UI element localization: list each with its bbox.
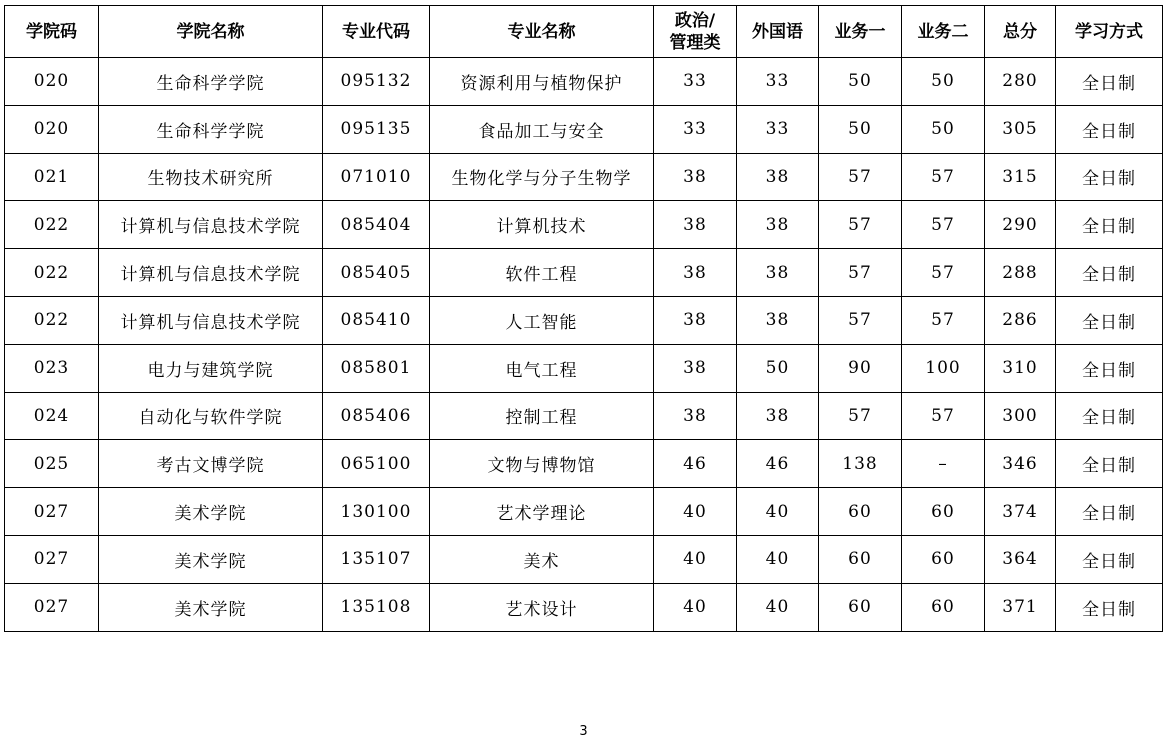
foreign-language-score-cell: 33 (737, 58, 819, 106)
header-college-code: 学院码 (5, 6, 99, 58)
table-row (5, 440, 1163, 488)
major-name-cell: 软件工程 (430, 249, 654, 297)
study-mode-cell: 全日制 (1056, 535, 1163, 583)
foreign-language-score-cell: 40 (737, 488, 819, 536)
subject-one-score-cell: 60 (819, 583, 902, 631)
college-name-cell: 美术学院 (99, 488, 323, 536)
header-major-name: 专业名称 (430, 6, 654, 58)
foreign-language-score-cell: 46 (737, 440, 819, 488)
politics-score-cell: 33 (654, 58, 737, 106)
politics-score-cell: 40 (654, 535, 737, 583)
college-name-cell: 电力与建筑学院 (99, 344, 323, 392)
college-name-cell: 生命科学学院 (99, 58, 323, 106)
table-row (5, 296, 1163, 344)
college-code-cell: 020 (5, 58, 99, 106)
subject-one-score-cell: 57 (819, 249, 902, 297)
subject-one-score-cell: 60 (819, 535, 902, 583)
major-code-cell: 065100 (323, 440, 430, 488)
college-code-cell: 022 (5, 296, 99, 344)
politics-score-cell: 38 (654, 296, 737, 344)
major-name-cell: 控制工程 (430, 392, 654, 440)
major-code-cell: 135108 (323, 583, 430, 631)
header-study-mode: 学习方式 (1056, 6, 1163, 58)
foreign-language-score-cell: 38 (737, 249, 819, 297)
study-mode-cell: 全日制 (1056, 201, 1163, 249)
major-code-cell: 085406 (323, 392, 430, 440)
table-row (5, 201, 1163, 249)
college-code-cell: 027 (5, 583, 99, 631)
college-code-cell: 022 (5, 249, 99, 297)
header-subject-two: 业务二 (902, 6, 985, 58)
study-mode-cell: 全日制 (1056, 105, 1163, 153)
major-code-cell: 085410 (323, 296, 430, 344)
major-name-cell: 计算机技术 (430, 201, 654, 249)
subject-two-score-cell: 100 (902, 344, 985, 392)
college-code-cell: 023 (5, 344, 99, 392)
total-score-cell: 374 (985, 488, 1056, 536)
foreign-language-score-cell: 33 (737, 105, 819, 153)
college-name-cell: 美术学院 (99, 535, 323, 583)
major-code-cell: 095132 (323, 58, 430, 106)
subject-two-score-cell: – (902, 440, 985, 488)
subject-two-score-cell: 57 (902, 392, 985, 440)
total-score-cell: 288 (985, 249, 1056, 297)
subject-two-score-cell: 60 (902, 488, 985, 536)
table-row (5, 488, 1163, 536)
subject-one-score-cell: 90 (819, 344, 902, 392)
college-code-cell: 027 (5, 535, 99, 583)
subject-one-score-cell: 57 (819, 296, 902, 344)
politics-score-cell: 38 (654, 392, 737, 440)
major-name-cell: 艺术学理论 (430, 488, 654, 536)
foreign-language-score-cell: 40 (737, 583, 819, 631)
politics-score-cell: 38 (654, 344, 737, 392)
score-table (4, 5, 1163, 632)
college-code-cell: 027 (5, 488, 99, 536)
major-code-cell: 135107 (323, 535, 430, 583)
politics-score-cell: 33 (654, 105, 737, 153)
politics-score-cell: 40 (654, 488, 737, 536)
major-code-cell: 085801 (323, 344, 430, 392)
college-name-cell: 考古文博学院 (99, 440, 323, 488)
study-mode-cell: 全日制 (1056, 296, 1163, 344)
header-foreign-language: 外国语 (737, 6, 819, 58)
politics-score-cell: 40 (654, 583, 737, 631)
college-name-cell: 生命科学学院 (99, 105, 323, 153)
major-name-cell: 美术 (430, 535, 654, 583)
header-major-code: 专业代码 (323, 6, 430, 58)
total-score-cell: 310 (985, 344, 1056, 392)
major-name-cell: 食品加工与安全 (430, 105, 654, 153)
study-mode-cell: 全日制 (1056, 583, 1163, 631)
total-score-cell: 371 (985, 583, 1056, 631)
politics-score-cell: 38 (654, 153, 737, 201)
subject-two-score-cell: 50 (902, 58, 985, 106)
major-code-cell: 095135 (323, 105, 430, 153)
study-mode-cell: 全日制 (1056, 440, 1163, 488)
subject-two-score-cell: 57 (902, 249, 985, 297)
study-mode-cell: 全日制 (1056, 153, 1163, 201)
table-body (5, 58, 1163, 632)
table-row (5, 105, 1163, 153)
total-score-cell: 280 (985, 58, 1056, 106)
politics-score-cell: 38 (654, 249, 737, 297)
table-row (5, 583, 1163, 631)
table-row (5, 58, 1163, 106)
table-row (5, 249, 1163, 297)
foreign-language-score-cell: 50 (737, 344, 819, 392)
total-score-cell: 346 (985, 440, 1056, 488)
college-code-cell: 024 (5, 392, 99, 440)
subject-one-score-cell: 57 (819, 153, 902, 201)
college-code-cell: 020 (5, 105, 99, 153)
major-code-cell: 130100 (323, 488, 430, 536)
total-score-cell: 300 (985, 392, 1056, 440)
politics-score-cell: 38 (654, 201, 737, 249)
college-name-cell: 生物技术研究所 (99, 153, 323, 201)
subject-one-score-cell: 50 (819, 105, 902, 153)
college-name-cell: 计算机与信息技术学院 (99, 249, 323, 297)
subject-two-score-cell: 50 (902, 105, 985, 153)
college-name-cell: 自动化与软件学院 (99, 392, 323, 440)
college-name-cell: 美术学院 (99, 583, 323, 631)
college-code-cell: 025 (5, 440, 99, 488)
major-name-cell: 文物与博物馆 (430, 440, 654, 488)
subject-one-score-cell: 57 (819, 392, 902, 440)
major-code-cell: 071010 (323, 153, 430, 201)
foreign-language-score-cell: 38 (737, 296, 819, 344)
study-mode-cell: 全日制 (1056, 58, 1163, 106)
total-score-cell: 290 (985, 201, 1056, 249)
table-row (5, 535, 1163, 583)
header-total-score: 总分 (985, 6, 1056, 58)
college-name-cell: 计算机与信息技术学院 (99, 201, 323, 249)
foreign-language-score-cell: 38 (737, 392, 819, 440)
study-mode-cell: 全日制 (1056, 344, 1163, 392)
foreign-language-score-cell: 38 (737, 153, 819, 201)
foreign-language-score-cell: 38 (737, 201, 819, 249)
subject-one-score-cell: 57 (819, 201, 902, 249)
subject-one-score-cell: 50 (819, 58, 902, 106)
table-row (5, 392, 1163, 440)
total-score-cell: 305 (985, 105, 1056, 153)
study-mode-cell: 全日制 (1056, 249, 1163, 297)
major-name-cell: 电气工程 (430, 344, 654, 392)
header-subject-one: 业务一 (819, 6, 902, 58)
college-code-cell: 022 (5, 201, 99, 249)
header-college-name: 学院名称 (99, 6, 323, 58)
foreign-language-score-cell: 40 (737, 535, 819, 583)
header-politics: 政治/ 管理类 (654, 6, 737, 58)
total-score-cell: 315 (985, 153, 1056, 201)
major-name-cell: 人工智能 (430, 296, 654, 344)
table-header-row (5, 6, 1163, 58)
college-name-cell: 计算机与信息技术学院 (99, 296, 323, 344)
major-name-cell: 资源利用与植物保护 (430, 58, 654, 106)
total-score-cell: 364 (985, 535, 1056, 583)
major-code-cell: 085404 (323, 201, 430, 249)
subject-two-score-cell: 57 (902, 296, 985, 344)
total-score-cell: 286 (985, 296, 1056, 344)
page-number: 3 (579, 724, 588, 739)
subject-two-score-cell: 60 (902, 583, 985, 631)
table-row (5, 153, 1163, 201)
subject-one-score-cell: 60 (819, 488, 902, 536)
major-name-cell: 艺术设计 (430, 583, 654, 631)
subject-two-score-cell: 57 (902, 153, 985, 201)
subject-two-score-cell: 60 (902, 535, 985, 583)
study-mode-cell: 全日制 (1056, 392, 1163, 440)
study-mode-cell: 全日制 (1056, 488, 1163, 536)
table-row (5, 344, 1163, 392)
politics-score-cell: 46 (654, 440, 737, 488)
major-code-cell: 085405 (323, 249, 430, 297)
subject-two-score-cell: 57 (902, 201, 985, 249)
college-code-cell: 021 (5, 153, 99, 201)
major-name-cell: 生物化学与分子生物学 (430, 153, 654, 201)
subject-one-score-cell: 138 (819, 440, 902, 488)
